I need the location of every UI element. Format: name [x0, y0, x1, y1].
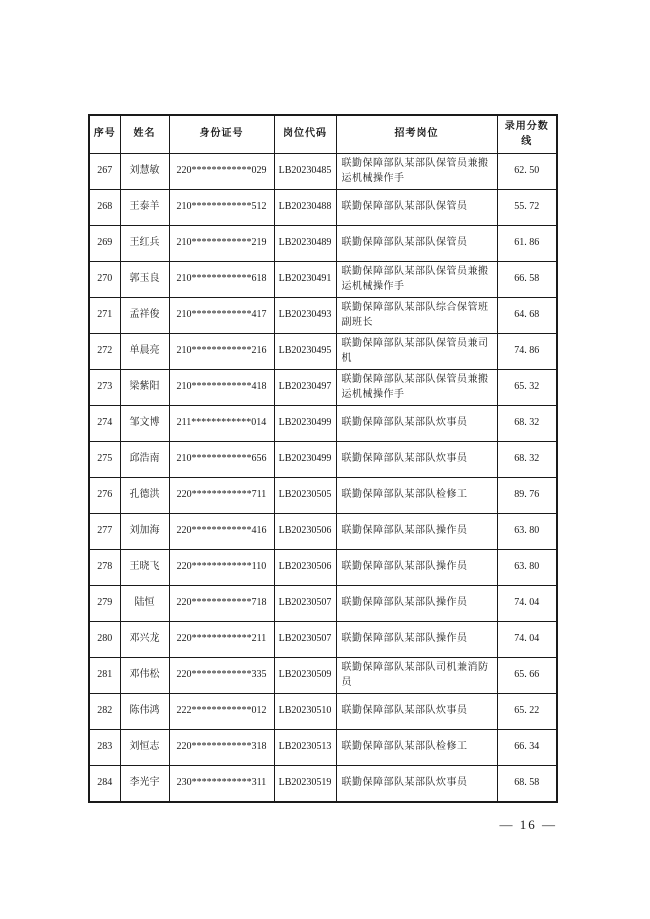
- cell-serial-number: 276: [89, 478, 120, 514]
- cell-name: 刘加海: [120, 514, 169, 550]
- cell-position-code: LB20230493: [274, 298, 336, 334]
- cell-position-code: LB20230506: [274, 514, 336, 550]
- cell-serial-number: 279: [89, 586, 120, 622]
- cell-position-code: LB20230499: [274, 442, 336, 478]
- table-row: [89, 730, 557, 766]
- table-row: [89, 694, 557, 730]
- cell-name: 王晓飞: [120, 550, 169, 586]
- cell-id-number: 220************318: [169, 730, 274, 766]
- cell-serial-number: 267: [89, 154, 120, 190]
- header-row: [89, 115, 557, 154]
- cell-score-line: 65. 32: [497, 370, 557, 406]
- cell-recruit-position: 联勤保障部队某部队操作员: [336, 622, 497, 658]
- score-table: [88, 114, 558, 803]
- cell-name: 李光宇: [120, 766, 169, 803]
- table-row: [89, 478, 557, 514]
- cell-position-code: LB20230509: [274, 658, 336, 694]
- cell-serial-number: 273: [89, 370, 120, 406]
- cell-recruit-position: 联勤保障部队某部队保管员兼搬运机械操作手: [336, 262, 497, 298]
- cell-name: 邹文博: [120, 406, 169, 442]
- cell-id-number: 210************417: [169, 298, 274, 334]
- table-row: [89, 586, 557, 622]
- cell-name: 陈伟鸿: [120, 694, 169, 730]
- cell-score-line: 64. 68: [497, 298, 557, 334]
- cell-id-number: 210************216: [169, 334, 274, 370]
- cell-position-code: LB20230505: [274, 478, 336, 514]
- cell-recruit-position: 联勤保障部队某部队炊事员: [336, 694, 497, 730]
- cell-serial-number: 274: [89, 406, 120, 442]
- cell-serial-number: 283: [89, 730, 120, 766]
- cell-id-number: 220************110: [169, 550, 274, 586]
- cell-position-code: LB20230519: [274, 766, 336, 803]
- cell-score-line: 63. 80: [497, 514, 557, 550]
- cell-score-line: 62. 50: [497, 154, 557, 190]
- cell-recruit-position: 联勤保障部队某部队检修工: [336, 730, 497, 766]
- table-row: [89, 550, 557, 586]
- cell-id-number: 220************211: [169, 622, 274, 658]
- cell-serial-number: 268: [89, 190, 120, 226]
- cell-name: 陆恒: [120, 586, 169, 622]
- cell-position-code: LB20230499: [274, 406, 336, 442]
- cell-position-code: LB20230507: [274, 622, 336, 658]
- cell-id-number: 220************416: [169, 514, 274, 550]
- cell-name: 刘恒志: [120, 730, 169, 766]
- cell-position-code: LB20230507: [274, 586, 336, 622]
- cell-position-code: LB20230497: [274, 370, 336, 406]
- cell-name: 王泰羊: [120, 190, 169, 226]
- cell-id-number: 211************014: [169, 406, 274, 442]
- table-row: [89, 334, 557, 370]
- cell-name: 单晨亮: [120, 334, 169, 370]
- cell-position-code: LB20230513: [274, 730, 336, 766]
- cell-name: 孟祥俊: [120, 298, 169, 334]
- page-number: — 16 —: [499, 817, 557, 832]
- cell-name: 邱浩南: [120, 442, 169, 478]
- column-header-score-line: 录用分数线: [497, 115, 557, 154]
- cell-serial-number: 281: [89, 658, 120, 694]
- cell-score-line: 66. 34: [497, 730, 557, 766]
- cell-name: 刘慧敏: [120, 154, 169, 190]
- cell-position-code: LB20230491: [274, 262, 336, 298]
- table-row: [89, 226, 557, 262]
- cell-recruit-position: 联勤保障部队某部队检修工: [336, 478, 497, 514]
- cell-name: 邓兴龙: [120, 622, 169, 658]
- cell-score-line: 74. 04: [497, 586, 557, 622]
- cell-recruit-position: 联勤保障部队某部队操作员: [336, 550, 497, 586]
- cell-recruit-position: 联勤保障部队某部队保管员兼搬运机械操作手: [336, 154, 497, 190]
- cell-id-number: 220************029: [169, 154, 274, 190]
- cell-serial-number: 275: [89, 442, 120, 478]
- cell-id-number: 210************418: [169, 370, 274, 406]
- table-row: [89, 370, 557, 406]
- cell-score-line: 65. 66: [497, 658, 557, 694]
- cell-name: 孔德洪: [120, 478, 169, 514]
- cell-id-number: 210************618: [169, 262, 274, 298]
- cell-id-number: 210************512: [169, 190, 274, 226]
- column-header-position-code: 岗位代码: [274, 115, 336, 154]
- cell-position-code: LB20230510: [274, 694, 336, 730]
- cell-recruit-position: 联勤保障部队某部队炊事员: [336, 406, 497, 442]
- cell-serial-number: 270: [89, 262, 120, 298]
- column-header-recruit-position: 招考岗位: [336, 115, 497, 154]
- cell-recruit-position: 联勤保障部队某部队保管员兼搬运机械操作手: [336, 370, 497, 406]
- table-row: [89, 406, 557, 442]
- cell-score-line: 68. 58: [497, 766, 557, 803]
- table-row: [89, 442, 557, 478]
- cell-id-number: 220************711: [169, 478, 274, 514]
- cell-id-number: 210************656: [169, 442, 274, 478]
- cell-score-line: 68. 32: [497, 442, 557, 478]
- cell-recruit-position: 联勤保障部队某部队司机兼消防员: [336, 658, 497, 694]
- cell-recruit-position: 联勤保障部队某部队保管员: [336, 226, 497, 262]
- table-row: [89, 154, 557, 190]
- cell-position-code: LB20230489: [274, 226, 336, 262]
- cell-name: 郭玉良: [120, 262, 169, 298]
- cell-serial-number: 278: [89, 550, 120, 586]
- cell-serial-number: 284: [89, 766, 120, 803]
- cell-serial-number: 282: [89, 694, 120, 730]
- cell-score-line: 74. 86: [497, 334, 557, 370]
- cell-position-code: LB20230485: [274, 154, 336, 190]
- cell-score-line: 61. 86: [497, 226, 557, 262]
- cell-score-line: 63. 80: [497, 550, 557, 586]
- cell-recruit-position: 联勤保障部队某部队保管员: [336, 190, 497, 226]
- table-row: [89, 190, 557, 226]
- cell-recruit-position: 联勤保障部队某部队操作员: [336, 514, 497, 550]
- cell-name: 梁紫阳: [120, 370, 169, 406]
- table-row: [89, 622, 557, 658]
- table-row: [89, 262, 557, 298]
- cell-id-number: 230************311: [169, 766, 274, 803]
- cell-recruit-position: 联勤保障部队某部队炊事员: [336, 442, 497, 478]
- table-row: [89, 658, 557, 694]
- column-header-id-number: 身份证号: [169, 115, 274, 154]
- cell-serial-number: 280: [89, 622, 120, 658]
- column-header-serial-number: 序号: [89, 115, 120, 154]
- cell-name: 邓伟松: [120, 658, 169, 694]
- cell-recruit-position: 联勤保障部队某部队操作员: [336, 586, 497, 622]
- table-row: [89, 298, 557, 334]
- cell-position-code: LB20230506: [274, 550, 336, 586]
- cell-serial-number: 272: [89, 334, 120, 370]
- cell-score-line: 55. 72: [497, 190, 557, 226]
- cell-position-code: LB20230488: [274, 190, 336, 226]
- cell-recruit-position: 联勤保障部队某部队炊事员: [336, 766, 497, 803]
- cell-score-line: 68. 32: [497, 406, 557, 442]
- table-row: [89, 514, 557, 550]
- cell-recruit-position: 联勤保障部队某部队综合保管班副班长: [336, 298, 497, 334]
- cell-score-line: 66. 58: [497, 262, 557, 298]
- cell-recruit-position: 联勤保障部队某部队保管员兼司机: [336, 334, 497, 370]
- cell-name: 王红兵: [120, 226, 169, 262]
- cell-score-line: 74. 04: [497, 622, 557, 658]
- cell-score-line: 89. 76: [497, 478, 557, 514]
- cell-score-line: 65. 22: [497, 694, 557, 730]
- cell-id-number: 220************335: [169, 658, 274, 694]
- cell-id-number: 222************012: [169, 694, 274, 730]
- cell-serial-number: 271: [89, 298, 120, 334]
- cell-id-number: 220************718: [169, 586, 274, 622]
- cell-position-code: LB20230495: [274, 334, 336, 370]
- table-row: [89, 766, 557, 803]
- column-header-name: 姓名: [120, 115, 169, 154]
- cell-serial-number: 277: [89, 514, 120, 550]
- cell-serial-number: 269: [89, 226, 120, 262]
- cell-id-number: 210************219: [169, 226, 274, 262]
